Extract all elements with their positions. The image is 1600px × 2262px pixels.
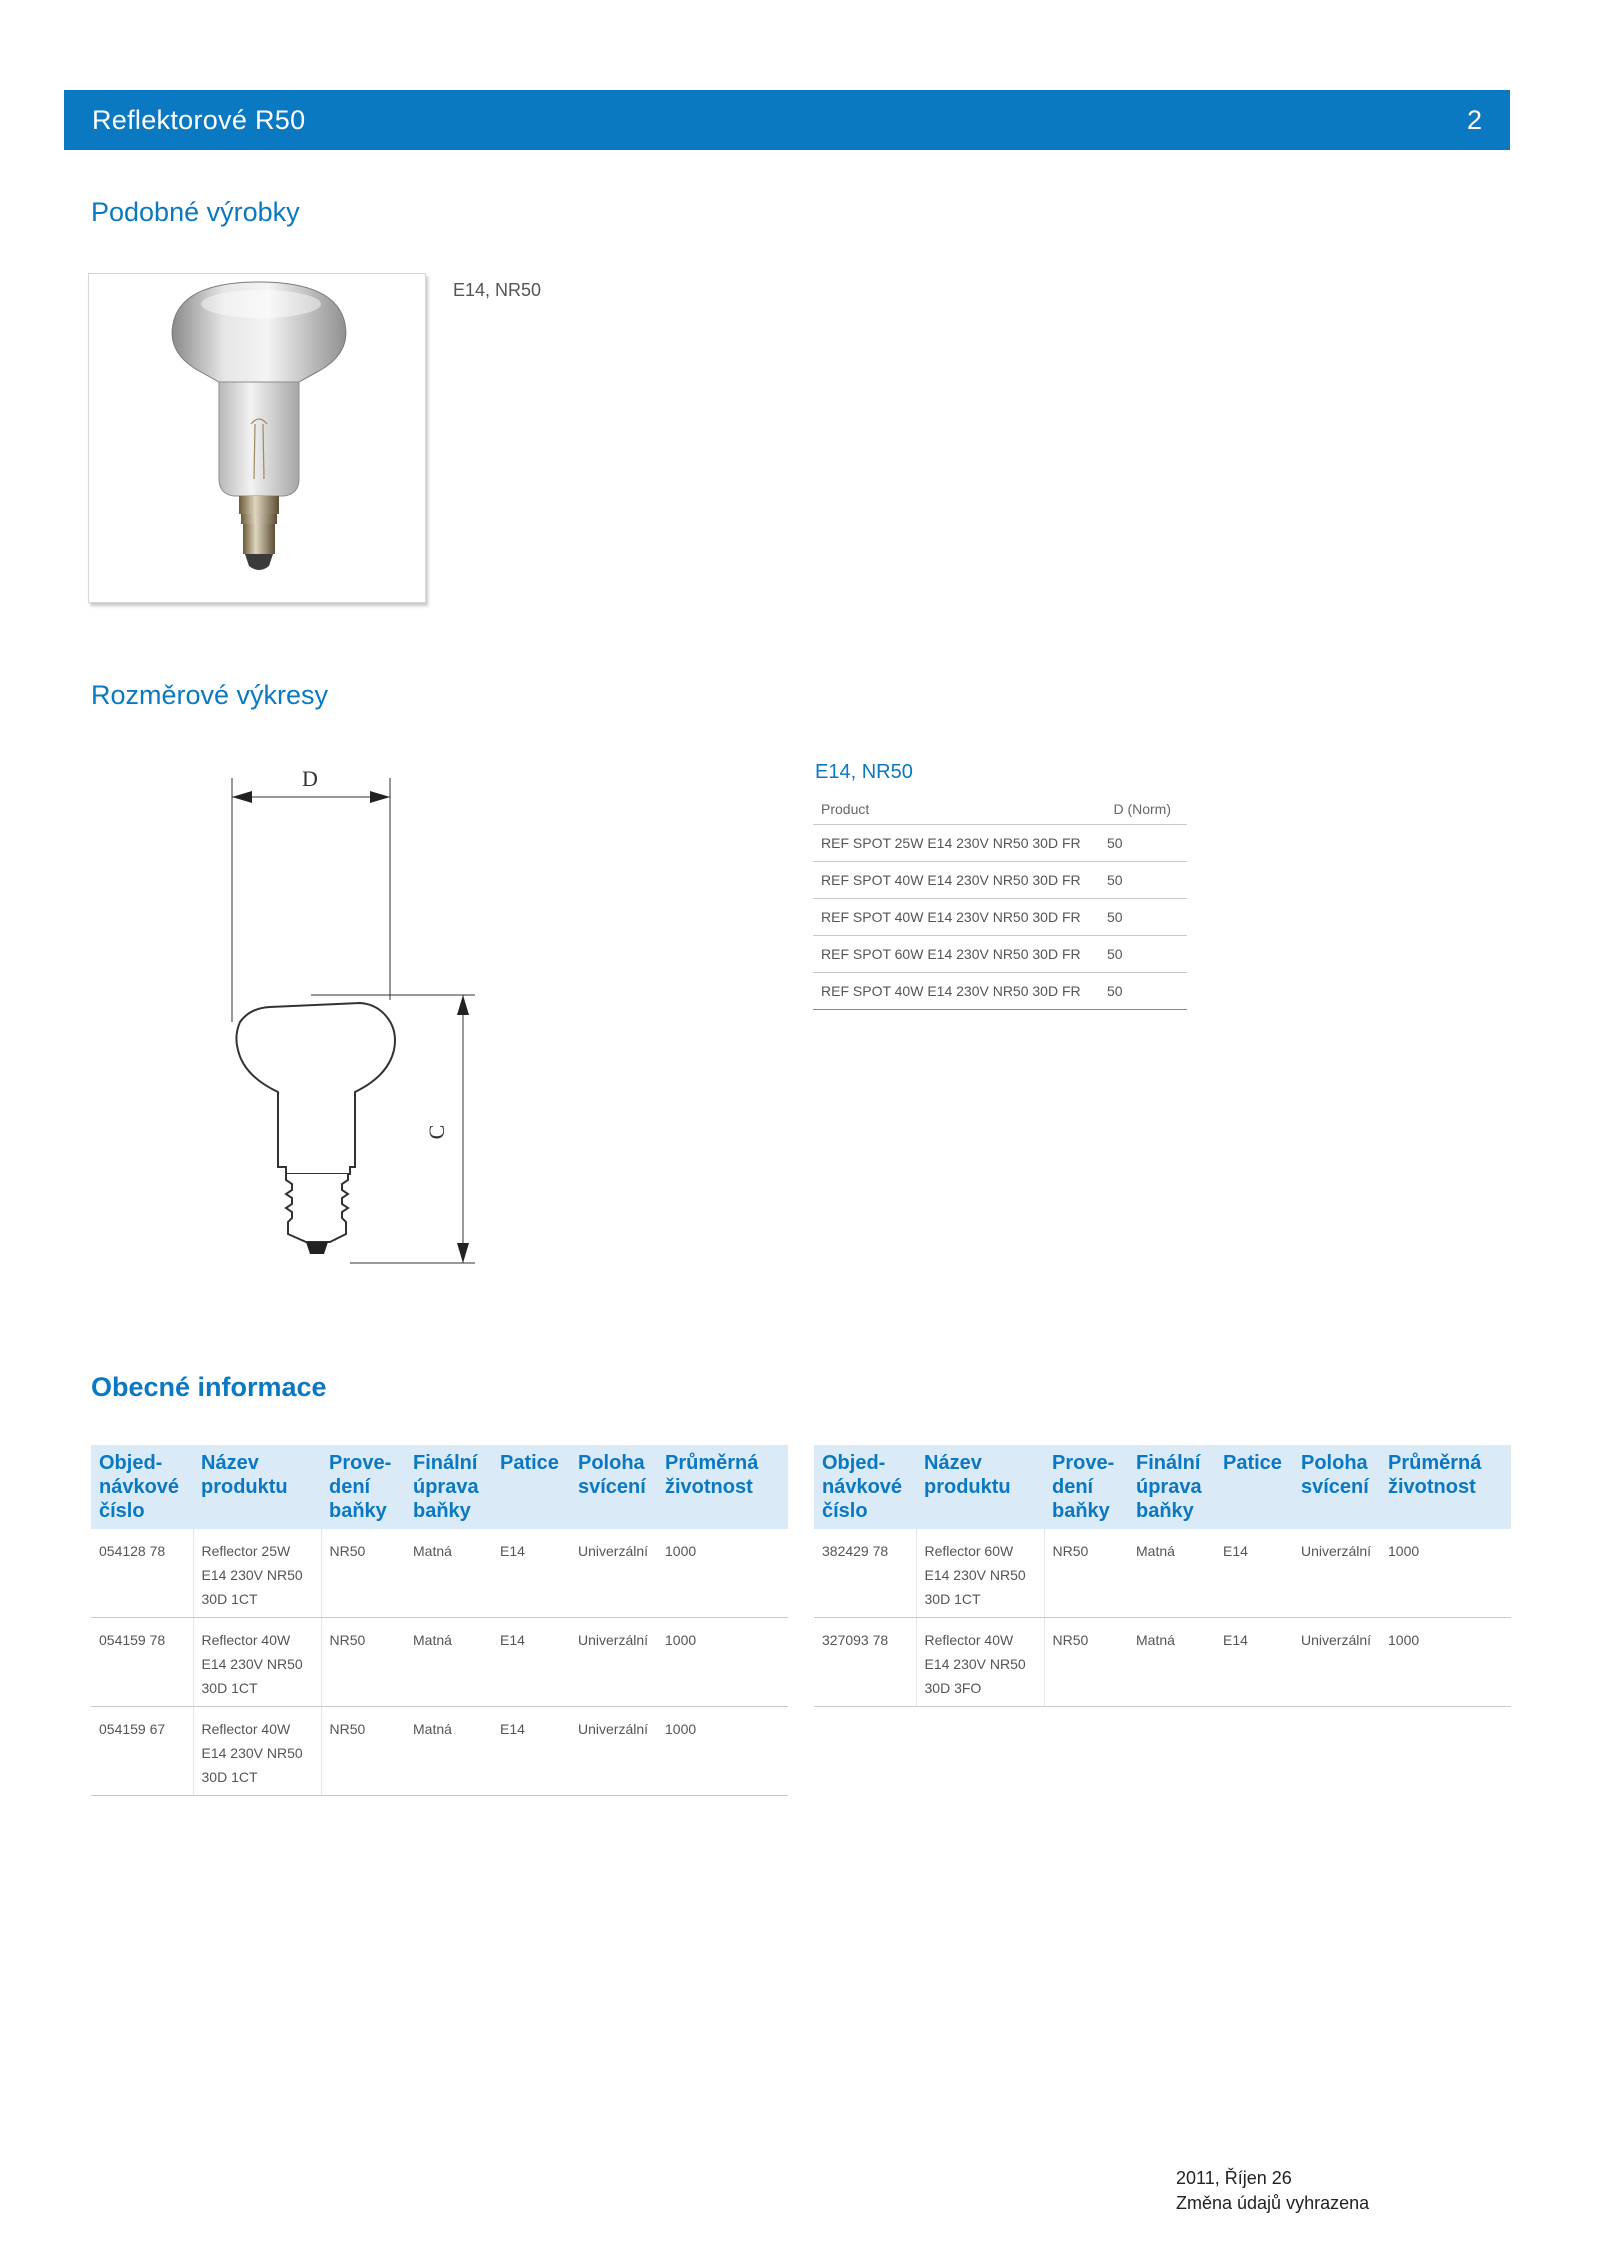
table-header-row — [814, 1445, 1511, 1529]
table-row — [813, 936, 1187, 973]
bulb-finish: Matná — [405, 1529, 492, 1618]
col-d-norm: D (Norm) — [1103, 794, 1187, 825]
table-row — [813, 862, 1187, 899]
d-cell: 50 — [1103, 936, 1187, 973]
bulb-finish: Matná — [1128, 1618, 1215, 1707]
general-info-table-left — [91, 1445, 788, 1796]
product-cell: REF SPOT 40W E14 230V NR50 30D FR — [813, 899, 1103, 936]
product-cell: REF SPOT 60W E14 230V NR50 30D FR — [813, 936, 1103, 973]
product-cell: REF SPOT 40W E14 230V NR50 30D FR — [813, 862, 1103, 899]
table-row — [813, 899, 1187, 936]
order-code: 327093 78 — [814, 1618, 916, 1707]
table-header-row — [91, 1445, 788, 1529]
base-type: E14 — [1215, 1618, 1293, 1707]
order-code: 054159 67 — [91, 1707, 193, 1796]
dimension-drawing — [210, 760, 500, 1280]
order-code: 054128 78 — [91, 1529, 193, 1618]
header-version: Prove- dení baňky — [321, 1445, 405, 1529]
burning-position: Univerzální — [1293, 1618, 1380, 1707]
label-c: C — [424, 1124, 449, 1140]
average-life: 1000 — [657, 1618, 788, 1707]
page-number: 2 — [1466, 104, 1482, 135]
dimension-table — [813, 794, 1187, 1010]
product-cell: REF SPOT 25W E14 230V NR50 30D FR — [813, 825, 1103, 862]
product-name: Reflector 25W E14 230V NR50 30D 1CT — [193, 1529, 321, 1618]
photo-caption: E14, NR50 — [453, 280, 542, 300]
order-code: 382429 78 — [814, 1529, 916, 1618]
d-cell: 50 — [1103, 899, 1187, 936]
burning-position: Univerzální — [1293, 1529, 1380, 1618]
header-finish: Finální úprava baňky — [1128, 1445, 1215, 1529]
similar-products-heading: Podobné výrobky — [91, 197, 300, 227]
burning-position: Univerzální — [570, 1529, 657, 1618]
table-row — [813, 825, 1187, 862]
footer — [1176, 2166, 1369, 2216]
header-position: Poloha svícení — [570, 1445, 657, 1529]
label-d: D — [302, 766, 318, 791]
average-life: 1000 — [1380, 1618, 1511, 1707]
document-title: Reflektorové R50 — [92, 104, 306, 135]
footer-note: Změna údajů vyhrazena — [1176, 2193, 1370, 2213]
header-base: Patice — [492, 1445, 570, 1529]
dimension-drawings-heading: Rozměrové výkresy — [91, 680, 329, 710]
bulb-version: NR50 — [321, 1618, 405, 1707]
header-base: Patice — [1215, 1445, 1293, 1529]
header-finish: Finální úprava baňky — [405, 1445, 492, 1529]
product-name: Reflector 40W E14 230V NR50 30D 3FO — [916, 1618, 1044, 1707]
product-name: Reflector 40W E14 230V NR50 30D 1CT — [193, 1707, 321, 1796]
bulb-finish: Matná — [405, 1707, 492, 1796]
order-code: 054159 78 — [91, 1618, 193, 1707]
base-type: E14 — [492, 1707, 570, 1796]
burning-position: Univerzální — [570, 1707, 657, 1796]
bulb-version: NR50 — [1044, 1529, 1128, 1618]
footer-date: 2011, Říjen 26 — [1176, 2168, 1292, 2188]
table-row — [814, 1529, 1511, 1618]
product-cell: REF SPOT 40W E14 230V NR50 30D FR — [813, 973, 1103, 1010]
header-life: Průměrná životnost — [657, 1445, 788, 1529]
table-row — [91, 1529, 788, 1618]
base-type: E14 — [492, 1529, 570, 1618]
bulb-version: NR50 — [321, 1707, 405, 1796]
table-row — [91, 1618, 788, 1707]
base-type: E14 — [492, 1618, 570, 1707]
base-type: E14 — [1215, 1529, 1293, 1618]
header-bar — [64, 90, 1510, 150]
general-info-table-right — [814, 1445, 1511, 1707]
bulb-finish: Matná — [1128, 1529, 1215, 1618]
general-info-heading: Obecné informace — [91, 1372, 327, 1402]
bulb-version: NR50 — [1044, 1618, 1128, 1707]
header-code: Objed- návkové číslo — [814, 1445, 916, 1529]
header-code: Objed- návkové číslo — [91, 1445, 193, 1529]
header-name: Název produktu — [193, 1445, 321, 1529]
product-photo — [88, 273, 426, 603]
bulb-finish: Matná — [405, 1618, 492, 1707]
average-life: 1000 — [657, 1707, 788, 1796]
average-life: 1000 — [657, 1529, 788, 1618]
d-cell: 50 — [1103, 825, 1187, 862]
table-row — [813, 973, 1187, 1010]
col-product: Product — [813, 794, 1103, 825]
bulb-version: NR50 — [321, 1529, 405, 1618]
dimension-table-header — [813, 794, 1187, 825]
header-version: Prove- dení baňky — [1044, 1445, 1128, 1529]
table-row — [91, 1707, 788, 1796]
d-cell: 50 — [1103, 973, 1187, 1010]
average-life: 1000 — [1380, 1529, 1511, 1618]
header-position: Poloha svícení — [1293, 1445, 1380, 1529]
header-name: Název produktu — [916, 1445, 1044, 1529]
table-row — [814, 1618, 1511, 1707]
burning-position: Univerzální — [570, 1618, 657, 1707]
product-name: Reflector 60W E14 230V NR50 30D 1CT — [916, 1529, 1044, 1618]
dimension-table-title: E14, NR50 — [815, 761, 913, 783]
header-life: Průměrná životnost — [1380, 1445, 1511, 1529]
d-cell: 50 — [1103, 862, 1187, 899]
product-name: Reflector 40W E14 230V NR50 30D 1CT — [193, 1618, 321, 1707]
